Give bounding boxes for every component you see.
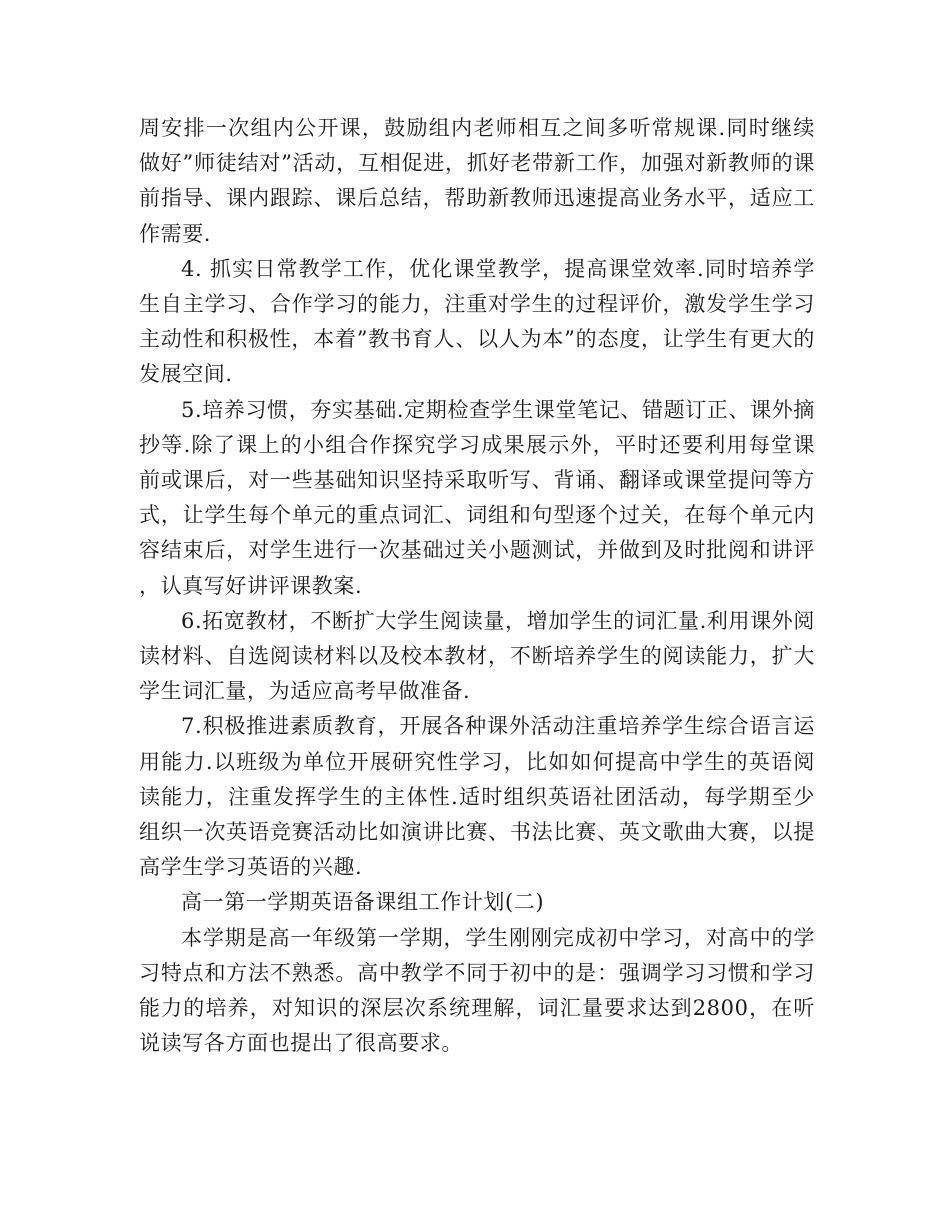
section-heading: 高一第一学期英语备课组工作计划(二)	[181, 890, 545, 915]
paragraph-item-4: 4. 抓实日常教学工作，优化课堂教学，提高课堂效率.同时培养学生自主学习、合作学习的能力，注重对学生的过程评价，激发学生学习主动性和积极性，本着”教书育人、以人为本”的态度，让学生有更大的发展空间.	[139, 256, 815, 387]
paragraph-continuation: 周安排一次组内公开课，鼓励组内老师相互之间多听常规课.同时继续做好”师徒结对”活动，互相促进，抓好老带新工作，加强对新教师的课前指导、课内跟踪、课后总结，帮助新教师迅速提高业务水平，适应工作需要.	[139, 116, 815, 246]
paragraph-item-6: 6.拓宽教材，不断扩大学生阅读量，增加学生的词汇量.利用课外阅读材料、自选阅读材料以及校本教材，不断培养学生的阅读能力，扩大学生词汇量，为适应高考早做准备.	[139, 608, 815, 704]
paragraph-item-5: 5.培养习惯，夯实基础.定期检查学生课堂笔记、错题订正、课外摘抄等.除了课上的小组合作探究学习成果展示外，平时还要利用每堂课前或课后，对一些基础知识坚持采取听写、背诵、翻译或课堂提问等方式，让学生每个单元的重点词汇、词组和句型逐个过关，在每个单元内容结束后，对学生进行一次基础过关小题测试，并做到及时批阅和讲评，认真写好讲评课教案.	[139, 397, 815, 598]
document-body	[139, 111, 815, 1061]
paragraph-item-7: 7.积极推进素质教育，开展各种课外活动注重培养学生综合语言运用能力.以班级为单位开展研究性学习，比如如何提高中学生的英语阅读能力，注重发挥学生的主体性.适时组织英语社团活动，每学期至少组织一次英语竞赛活动比如演讲比赛、书法比赛、英文歌曲大赛，以提高学生学习英语的兴趣.	[139, 714, 815, 880]
paragraph-intro: 本学期是高一年级第一学期，学生刚刚完成初中学习，对高中的学习特点和方法不熟悉。高中教学不同于初中的是：强调学习习惯和学习能力的培养，对知识的深层次系统理解，词汇量要求达到2800，在听说读写各方面也提出了很高要求。	[139, 925, 815, 1056]
